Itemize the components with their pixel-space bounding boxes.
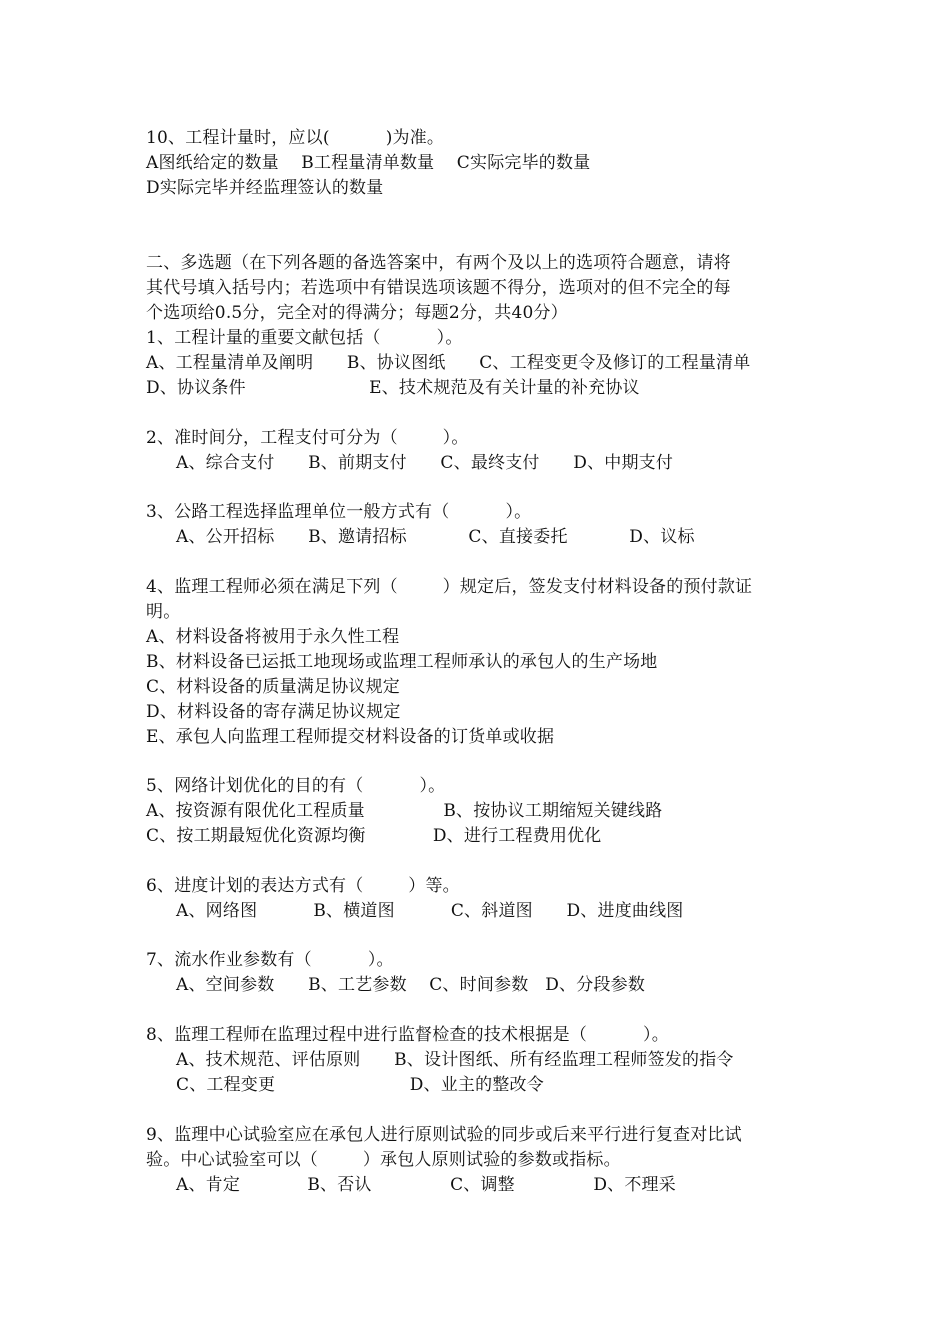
question-4-option-d: D、材料设备的寄存满足协议规定	[146, 702, 401, 722]
question-3-options: A、公开招标 B、邀请招标 C、直接委托 D、议标	[176, 527, 695, 547]
question-2-stem: 2、准时间分，工程支付可分为（ ）。	[146, 428, 469, 448]
section2-heading-line-1: 二、多选题（在下列各题的备选答案中，有两个及以上的选项符合题意，请将	[146, 253, 731, 273]
question-2-options: A、综合支付 B、前期支付 C、最终支付 D、中期支付	[176, 453, 674, 473]
question-7-stem: 7、流水作业参数有（ ）。	[146, 950, 394, 970]
section2-heading-line-3: 个选项给0.5分，完全对的得满分；每题2分，共40分）	[146, 303, 568, 323]
question-1-options-line-1: A、工程量清单及阐明 B、协议图纸 C、工程变更令及修订的工程量清单	[146, 353, 751, 373]
question-4-option-a: A、材料设备将被用于永久性工程	[146, 627, 400, 647]
question-5-options-line-2: C、按工期最短优化资源均衡 D、进行工程费用优化	[146, 826, 602, 846]
question-4-option-c: C、材料设备的质量满足协议规定	[146, 677, 401, 697]
question-1-options-line-2: D、协议条件 E、技术规范及有关计量的补充协议	[146, 378, 640, 398]
question-6-stem: 6、进度计划的表达方式有（ ）等。	[146, 876, 460, 896]
question-5-stem: 5、网络计划优化的目的有（ ）。	[146, 776, 446, 796]
question-3-stem: 3、公路工程选择监理单位一般方式有（ ）。	[146, 502, 532, 522]
question-6-options: A、网络图 B、横道图 C、斜道图 D、进度曲线图	[176, 901, 684, 921]
question-5-options-line-1: A、按资源有限优化工程质量 B、按协议工期缩短关键线路	[146, 801, 663, 821]
section2-heading-line-2: 其代号填入括号内；若选项中有错误选项该题不得分，选项对的但不完全的每	[146, 278, 731, 298]
question-4-option-e: E、承包人向监理工程师提交材料设备的订货单或收据	[146, 727, 555, 747]
question-1-stem: 1、工程计量的重要文献包括（ ）。	[146, 328, 463, 348]
question-8-stem: 8、监理工程师在监理过程中进行监督检查的技术根据是（ ）。	[146, 1025, 669, 1045]
question-8-options-line-1: A、技术规范、评估原则 B、设计图纸、所有经监理工程师签发的指令	[176, 1050, 734, 1070]
q10-stem: 10、工程计量时，应以( )为准。	[146, 128, 445, 148]
question-4-stem-line-2: 明。	[146, 602, 181, 622]
question-9-stem: 9、监理中心试验室应在承包人进行原则试验的同步或后来平行进行复查对比试	[146, 1125, 742, 1145]
q10-options-line-2: D实际完毕并经监理签认的数量	[146, 178, 384, 198]
question-8-options-line-2: C、工程变更 D、业主的整改令	[176, 1075, 544, 1095]
question-9-options: A、肯定 B、否认 C、调整 D、不理采	[176, 1175, 676, 1195]
question-4-option-b: B、材料设备已运抵工地现场或监理工程师承认的承包人的生产场地	[146, 652, 658, 672]
question-4-stem: 4、监理工程师必须在满足下列（ ）规定后，签发支付材料设备的预付款证	[146, 577, 753, 597]
question-9-stem-line-2: 验。中心试验室可以（ ）承包人原则试验的参数或指标。	[146, 1150, 621, 1170]
q10-options-line-1: A图纸给定的数量 B工程量清单数量 C实际完毕的数量	[146, 153, 591, 173]
question-7-options: A、空间参数 B、工艺参数 C、时间参数 D、分段参数	[176, 975, 646, 995]
